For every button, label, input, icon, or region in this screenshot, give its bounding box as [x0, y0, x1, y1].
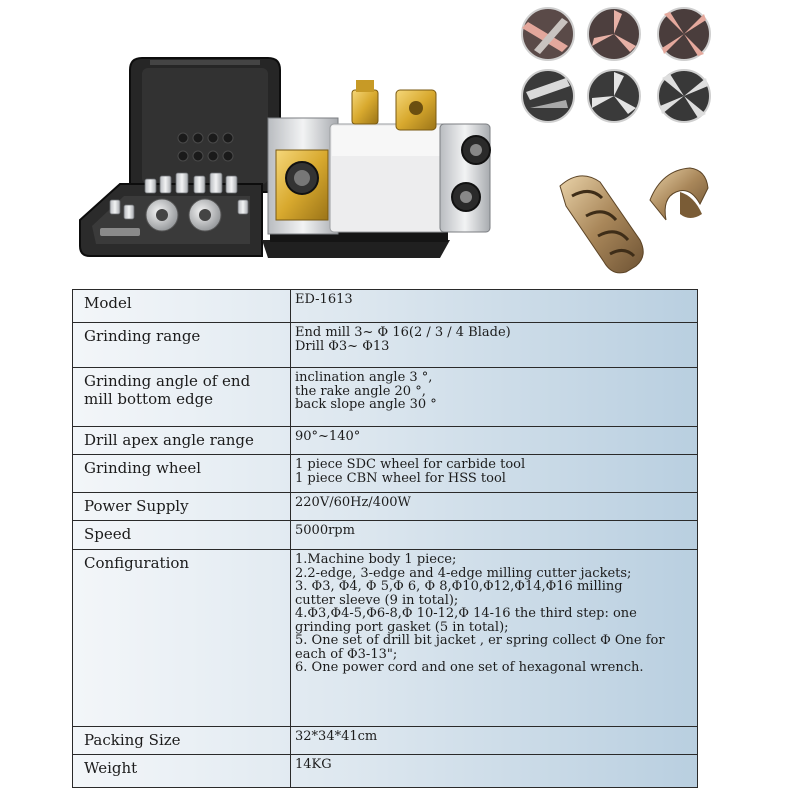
end-mill-4-flute-icon	[658, 8, 710, 60]
spec-value	[291, 755, 698, 788]
spec-value-line: 2.2-edge, 3-edge and 4-edge milling cutter jackets;	[295, 565, 632, 581]
spec-value-line: 220V/60Hz/400W	[295, 495, 411, 510]
end-mill-3-flute-icon	[588, 8, 640, 60]
spec-value	[291, 550, 698, 727]
spec-row-packing-size	[73, 727, 698, 755]
spec-value-line: 1 piece SDC wheel for carbide tool	[295, 457, 526, 472]
spec-row-drill-apex-angle	[73, 427, 698, 455]
spec-value	[291, 455, 698, 493]
spec-value	[291, 521, 698, 550]
spec-value-line: each of Φ3-13";	[295, 646, 398, 662]
spec-label-line: mill bottom edge	[84, 390, 214, 408]
spec-value	[291, 427, 698, 455]
spec-value-line: 4.Φ3,Φ4-5,Φ6-8,Φ 10-12,Φ 14-16 the third step: one	[295, 606, 637, 621]
end-mill-4-flute-silver-icon	[658, 70, 710, 122]
spec-value-line: ED-1613	[295, 292, 353, 307]
spec-value-line: Drill Φ3~ Φ13	[295, 338, 390, 354]
spec-label: Grinding range	[73, 323, 291, 368]
drill-bit-image	[560, 162, 712, 273]
spec-value-line: 90°~140°	[295, 429, 361, 444]
spec-value-line: End mill 3~ Φ 16(2 / 3 / 4 Blade)	[295, 325, 511, 340]
spec-row-grinding-range	[73, 323, 698, 368]
cutter-icons	[522, 8, 710, 122]
spec-label: Packing Size	[73, 727, 291, 755]
spec-row-model	[73, 290, 698, 323]
spec-value	[291, 727, 698, 755]
spec-label: Weight	[73, 755, 291, 788]
spec-table	[72, 289, 698, 788]
spec-value	[291, 493, 698, 521]
spec-value-line: 14KG	[295, 757, 332, 772]
spec-value	[291, 323, 698, 368]
spec-value-line: 5. One set of drill bit jacket , er spring collect Φ One for	[295, 633, 665, 648]
spec-value-line: 32*34*41cm	[295, 729, 378, 744]
end-mill-3-flute-silver-icon	[588, 70, 640, 122]
spec-value-line: 6. One power cord and one set of hexagonal wrench.	[295, 660, 644, 675]
spec-row-grinding-wheel	[73, 455, 698, 493]
spec-label: Grinding wheel	[73, 455, 291, 493]
spec-value-line: inclination angle 3 °,	[295, 370, 433, 385]
spec-value	[291, 290, 698, 323]
spec-row-power-supply	[73, 493, 698, 521]
spec-value-line: back slope angle 30 °	[295, 397, 437, 412]
spec-row-grinding-angle	[73, 368, 698, 427]
spec-label: Configuration	[73, 550, 291, 727]
end-mill-2-flute-silver-icon	[522, 70, 574, 122]
spec-value-line: 1.Machine body 1 piece;	[295, 552, 457, 567]
spec-label: Model	[73, 290, 291, 323]
spec-label-line: Grinding angle of end	[84, 372, 251, 390]
spec-value-line: cutter sleeve (9 in total);	[295, 592, 459, 608]
spec-label: Drill apex angle range	[73, 427, 291, 455]
spec-value	[291, 368, 698, 427]
spec-label: Power Supply	[73, 493, 291, 521]
tool-case-image	[80, 58, 280, 256]
spec-value-line: grinding port gasket (5 in total);	[295, 619, 509, 635]
spec-row-weight	[73, 755, 698, 788]
spec-value-line: the rake angle 20 °,	[295, 383, 426, 399]
end-mill-2-flute-icon	[522, 8, 574, 60]
spec-row-configuration	[73, 550, 698, 727]
spec-label: Speed	[73, 521, 291, 550]
product-photo-area	[0, 0, 800, 278]
spec-value-line: 5000rpm	[295, 523, 355, 538]
grinding-machine-image	[262, 80, 490, 258]
spec-value-line: 3. Φ3, Φ4, Φ 5,Φ 6, Φ 8,Φ10,Φ12,Φ14,Φ16 milling	[295, 579, 623, 594]
spec-row-speed	[73, 521, 698, 550]
spec-value-line: 1 piece CBN wheel for HSS tool	[295, 470, 506, 486]
spec-label	[73, 368, 291, 427]
